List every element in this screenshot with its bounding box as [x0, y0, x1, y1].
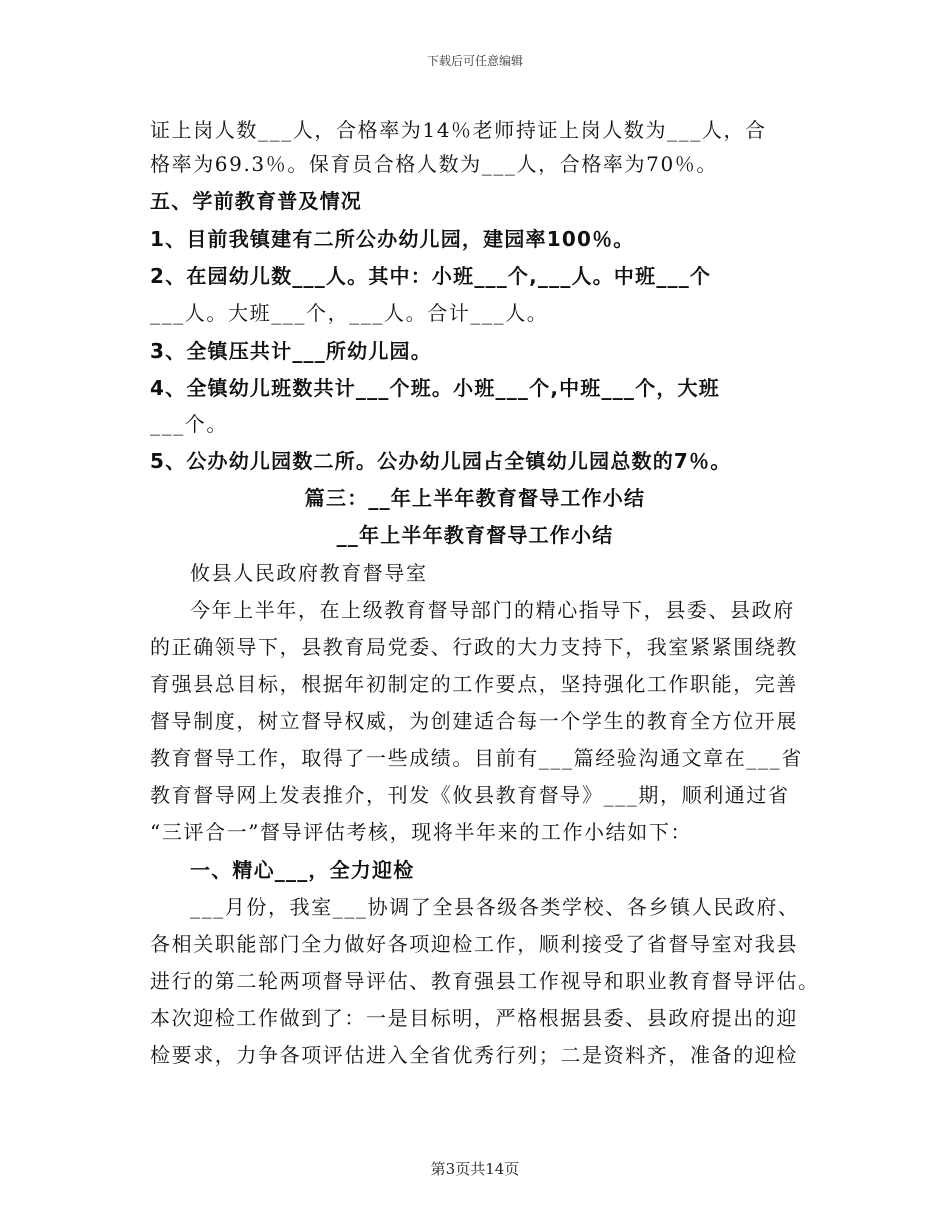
- body-line: 督导制度，树立督导权威，为创建适合每一个学生的教育全方位开展: [150, 709, 798, 733]
- section-heading: 五、学前教育普及情况: [150, 189, 362, 213]
- body-line: 各相关职能部门全力做好各项迎检工作，顺利接受了省督导室对我县: [150, 932, 798, 956]
- body-line: 本次迎检工作做到了：一是目标明，严格根据县委、县政府提出的迎: [150, 1006, 798, 1030]
- page-header-note: 下载后可任意编辑: [426, 54, 523, 68]
- body-line: ___个。: [150, 412, 228, 436]
- list-item: 2、在园幼儿数___人。其中：小班___个,___人。中班___个: [150, 264, 712, 288]
- body-line: “三评合一”督导评估考核，现将半年来的工作小结如下：: [150, 820, 693, 844]
- section-heading: 一、精心___，全力迎检: [190, 858, 415, 882]
- list-item: 3、全镇压共计___所幼儿园。: [150, 339, 432, 363]
- body-line: 教育督导工作，取得了一些成绩。目前有___篇经验沟通文章在___省: [150, 746, 803, 770]
- list-item: 4、全镇幼儿班数共计___个班。小班___个,中班___个，大班: [150, 376, 720, 400]
- body-line: 证上岗人数___人，合格率为14％老师持证上岗人数为___人，合: [150, 118, 767, 142]
- body-line: 教育督导网上发表推介，刊发《攸县教育督导》___期，顺利通过省: [150, 783, 790, 807]
- body-line: 今年上半年，在上级教育督导部门的精心指导下，县委、县政府: [190, 598, 795, 622]
- body-line: ___人。大班___个，___人。合计___人。: [150, 301, 549, 325]
- article-title: __年上半年教育督导工作小结: [336, 523, 614, 547]
- body-line: ___月份，我室___协调了全县各级各类学校、各乡镇人民政府、: [190, 895, 800, 919]
- list-item: 5、公办幼儿园数二所。公办幼儿园占全镇幼儿园总数的7％。: [150, 449, 732, 473]
- body-line: 进行的第二轮两项督导评估、教育强县工作视导和职业教育督导评估。: [150, 969, 820, 993]
- author-line: 攸县人民政府教育督导室: [190, 561, 428, 585]
- body-line: 检要求，力争各项评估进入全省优秀行列；二是资料齐，准备的迎检: [150, 1043, 798, 1067]
- page-number: 第3页共14页: [430, 1160, 520, 1178]
- list-item: 1、目前我镇建有二所公办幼儿园，建园率100％。: [150, 227, 635, 251]
- article-heading: 篇三：__年上半年教育督导工作小结: [304, 486, 646, 510]
- body-line: 的正确领导下，县教育局党委、行政的大力支持下，我室紧紧围绕教: [150, 635, 798, 659]
- body-line: 格率为69.3％。保育员合格人数为___人，合格率为70％。: [150, 152, 718, 176]
- body-line: 育强县总目标，根据年初制定的工作要点，坚持强化工作职能，完善: [150, 672, 798, 696]
